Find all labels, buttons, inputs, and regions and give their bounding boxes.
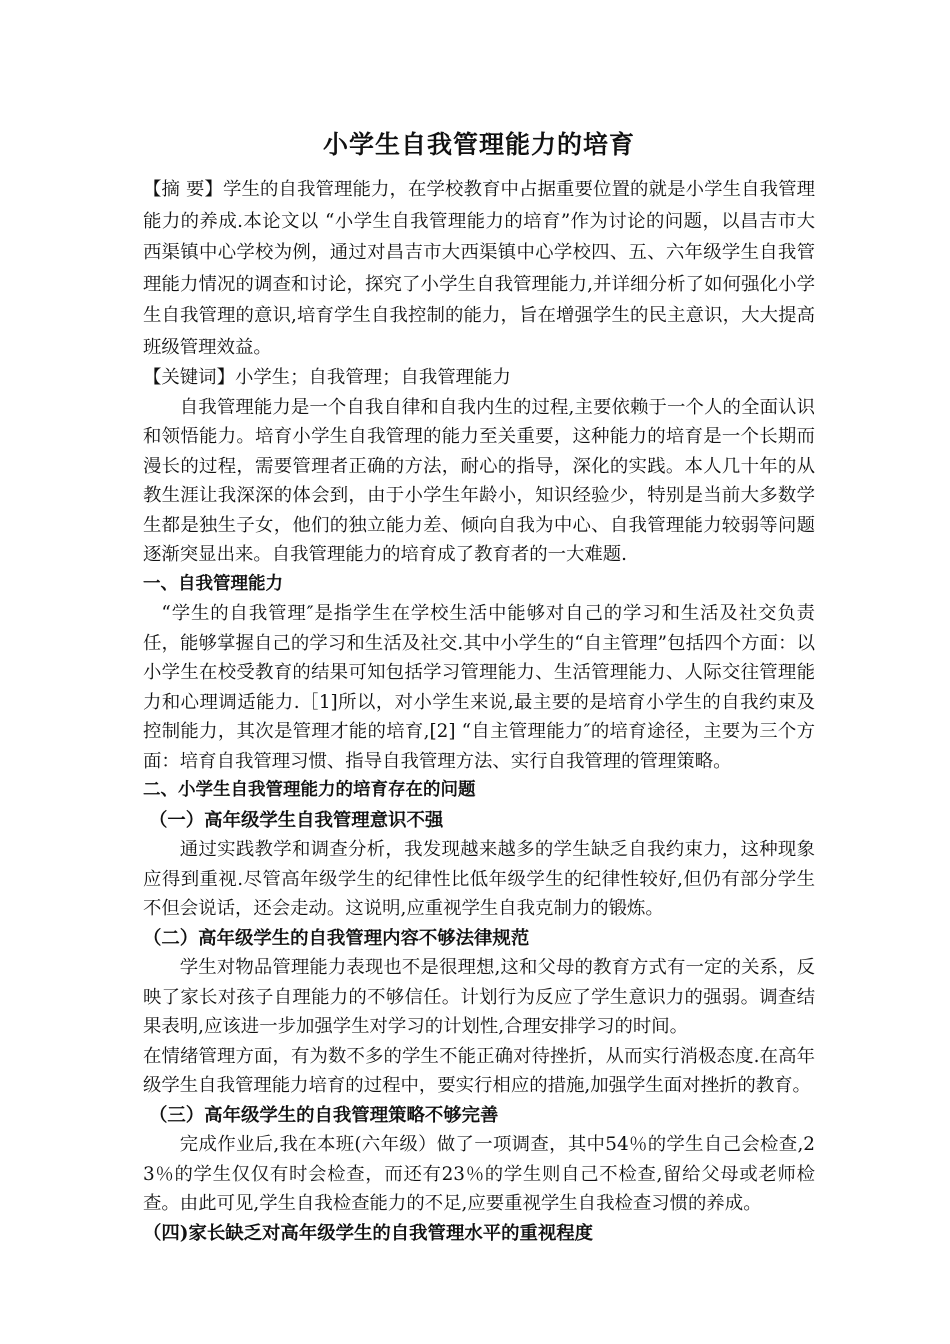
subsection2-paragraph: 学生对物品管理能力表现也不是很理想,这和父母的教育方式有一定的关系，反映了家长对孩子自理能力的不够信任。计划行为反应了学生意识力的强弱。调查结果表明,应该进一步加强学生对学习的计划性,合理安排学习的时间。 — [143, 957, 815, 1037]
subsection3-paragraph: 完成作业后,我在本班(六年级）做了一项调查，其中54％的学生自己会检查,23％的学生仅仅有时会检查，而还有23％的学生则自己不检查,留给父母或老师检查。由此可见,学生自我检查能力的不足,应要重视学生自我检查习惯的养成。 — [143, 1134, 815, 1214]
subsection4-heading: （四)家长缺乏对高年级学生的自我管理水平的重视程度 — [143, 1222, 594, 1244]
section2-heading: 二、小学生自我管理能力的培育存在的问题 — [143, 780, 476, 800]
section1-heading: 一、自我管理能力 — [143, 573, 283, 594]
subsection1-paragraph: 通过实践教学和调查分析，我发现越来越多的学生缺乏自我约束力，这种现象应得到重视.尽管高年级学生的纪律性比低年级学生的纪律性较好,但仍有部分学生不但会说话，还会走动。这说明,应重视学生自我克制力的锻炼。 — [143, 839, 815, 919]
document-title: 小学生自我管理能力的培育 — [322, 130, 635, 159]
keywords-text: 小学生；自我管理；自我管理能力 — [234, 367, 511, 388]
abstract-paragraph — [143, 174, 815, 363]
abstract-label: 【摘 要】 — [143, 179, 223, 200]
subsection2-paragraph-2: 在情绪管理方面，有为数不多的学生不能正确对待挫折，从而实行消极态度.在高年级学生自我管理能力培育的过程中，要实行相应的措施,加强学生面对挫折的教育。 — [143, 1045, 815, 1096]
keywords-label: 【关键词】 — [143, 367, 235, 388]
section1-paragraph: “学生的自我管理″是指学生在学校生活中能够对自己的学习和生活及社交负责任，能够掌握自己的学习和生活及社交.其中小学生的“自主管理”包括四个方面：以小学生在校受教育的结果可知包括学习管理能力、生活管理能力、人际交往管理能力和心理调适能力.［1]所以，对小学生来说,最主要的是培育小学生的自我约束及控制能力，其次是管理才能的培育,[2] “自主管理能力″的培育途径，主要为三个方面：培育自我管理习惯、指导自我管理方法、实行自我管理的管理策略。 — [143, 603, 815, 772]
intro-paragraph: 自我管理能力是一个自我自律和自我内生的过程,主要依赖于一个人的全面认识和领悟能力。培育小学生自我管理的能力至关重要，这种能力的培育是一个长期而漫长的过程，需要管理者正确的方法，耐心的指导，深化的实践。本人几十年的从教生涯让我深深的体会到，由于小学生年龄小，知识经验少，特别是当前大多数学生都是独生子女，他们的独立能力差、倾向自我为中心、自我管理能力较弱等问题逐渐突显出来。自我管理能力的培育成了教育者的一大难题. — [143, 396, 815, 565]
document-page — [143, 128, 815, 1248]
keywords-line — [143, 363, 815, 393]
subsection2-heading: （二）高年级学生的自我管理内容不够法律规范 — [143, 927, 530, 949]
subsection1-heading: （一）高年级学生自我管理意识不强 — [149, 809, 444, 831]
abstract-text: 学生的自我管理能力，在学校教育中占据重要位置的就是小学生自我管理能力的养成.本论文以 “小学生自我管理能力的培育”作为讨论的问题，以昌吉市大西渠镇中心学校为例，通过对昌吉市大西渠镇中心学校四、五、六年级学生自我管理能力情况的调查和讨论，探究了小学生自我管理能力,并详细分析了如何强化小学生自我管理的意识,培育学生自我控制的能力，旨在增强学生的民主意识，大大提高班级管理效益。 — [143, 179, 815, 358]
subsection3-heading: （三）高年级学生的自我管理策略不够完善 — [149, 1104, 499, 1126]
